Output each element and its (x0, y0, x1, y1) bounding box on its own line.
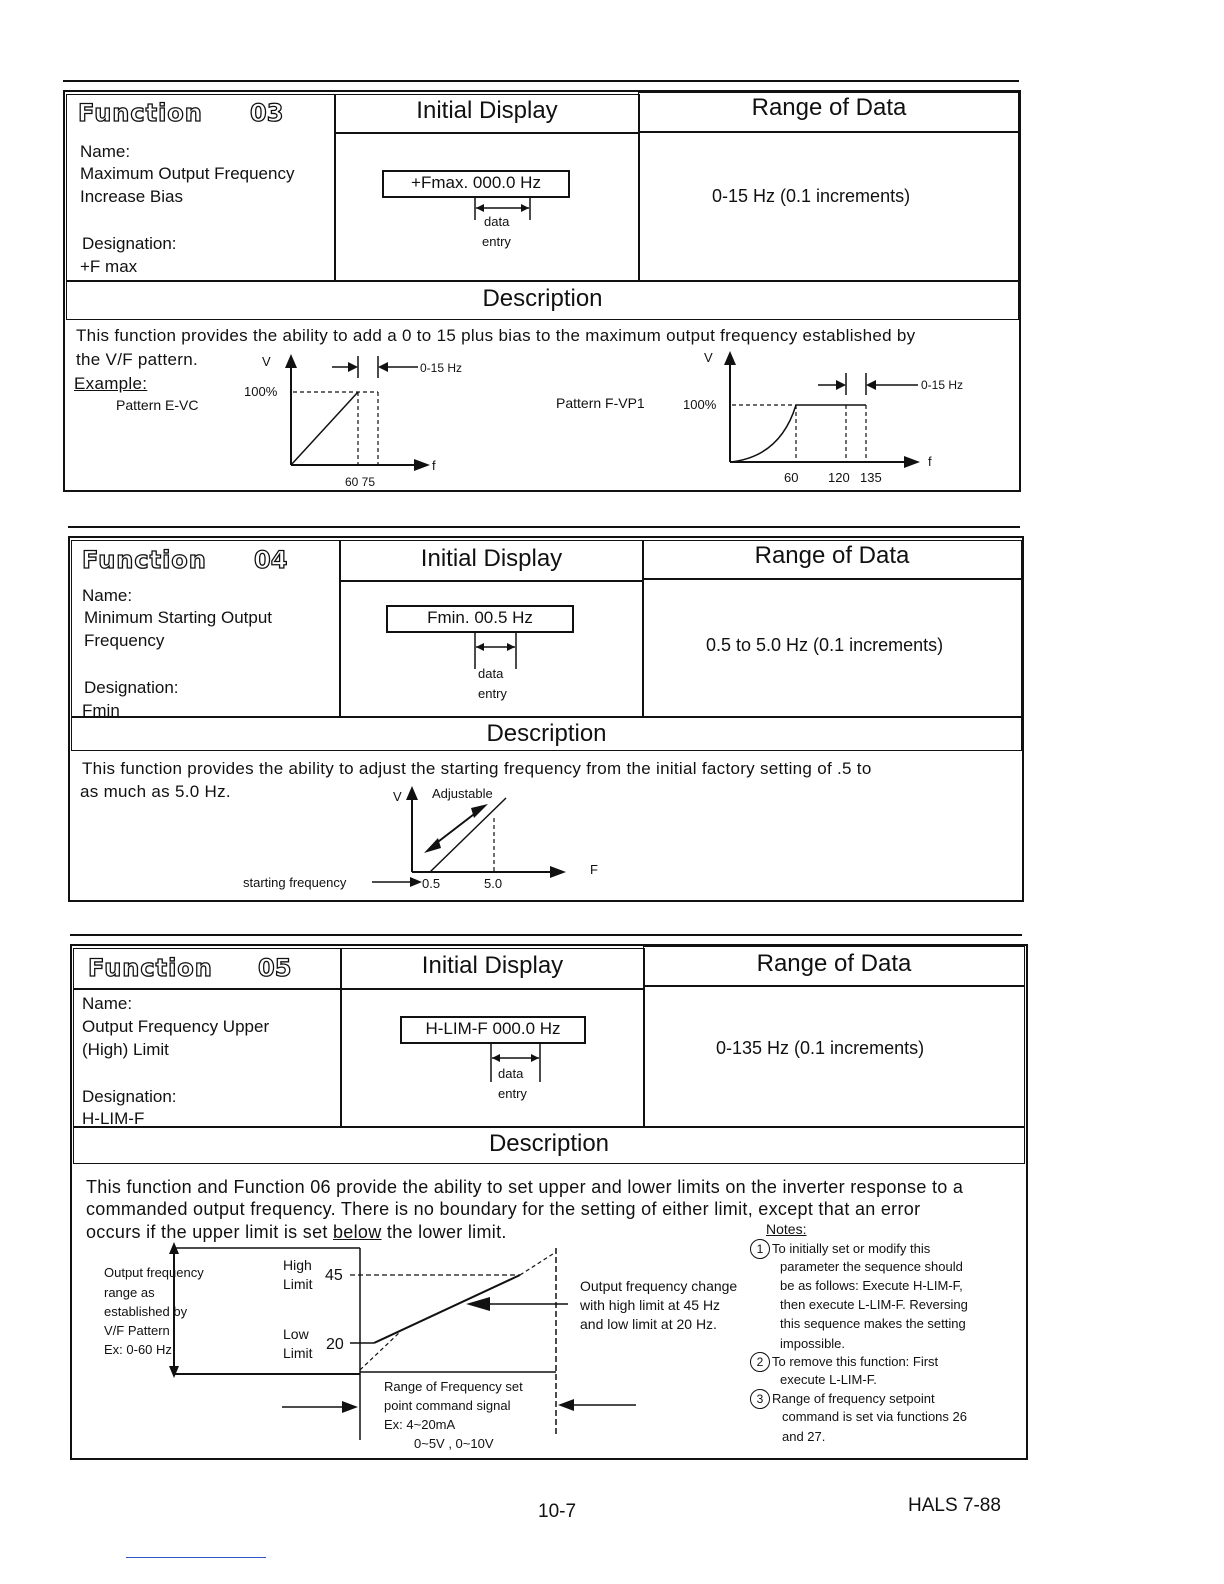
f05-note-2-line2: execute L-LIM-F. (780, 1372, 877, 1387)
f03-graph-evc-bias: 0-15 Hz (420, 361, 463, 375)
f04-name-label: Name: (82, 586, 133, 605)
f05-bottom-line4: 0~5V , 0~10V (414, 1436, 494, 1451)
f05-range-divider (643, 985, 1025, 987)
f05-left-line2: range as (104, 1285, 155, 1300)
f04-graph-adjustable: Adjustable (432, 786, 493, 801)
f03-graph-evc-f: f (432, 458, 436, 473)
f04-range-value: 0.5 to 5.0 Hz (0.1 increments) (706, 635, 944, 655)
f05-note-3-line2: command is set via functions 26 (782, 1409, 967, 1424)
f03-description-header: Description (482, 285, 603, 312)
f03-pattern-evc-label: Pattern E-VC (116, 397, 199, 413)
f03-range-header: Range of Data (751, 94, 907, 121)
f04-function-number: 04 (254, 546, 288, 574)
f05-bottom-line2: point command signal (384, 1398, 511, 1413)
f05-range-header: Range of Data (756, 950, 912, 977)
f05-function-number: 05 (258, 954, 292, 982)
f05-left-line3: established by (104, 1304, 188, 1319)
f04-graph-v: V (393, 789, 402, 804)
f04-graph-f: F (590, 862, 598, 877)
f03-function-number: 03 (250, 99, 284, 127)
f05-note-1-line5: this sequence makes the setting (780, 1316, 966, 1331)
panel05-top-rule (70, 934, 1022, 936)
f05-note-1-number: 1 (750, 1239, 770, 1259)
f03-graph-fvp1-bias: 0-15 Hz (921, 378, 964, 392)
f03-entry-label: entry (482, 234, 511, 249)
f05-entry-label: entry (498, 1086, 527, 1101)
f05-note-2-text: To remove this function: First (772, 1354, 939, 1369)
f05-center-line3: and low limit at 20 Hz. (580, 1316, 717, 1332)
f04-name-line1: Minimum Starting Output (84, 608, 273, 627)
f04-starting-arrow (370, 876, 430, 888)
f05-note-1-line1 (750, 1239, 930, 1259)
f05-range-value: 0-135 Hz (0.1 increments) (716, 1038, 925, 1058)
f05-low-line1: Low (283, 1326, 309, 1342)
page-number: 10-7 (538, 1501, 577, 1522)
f03-graph-fvp1 (680, 345, 970, 485)
f05-data-label: data (498, 1066, 524, 1081)
f05-header-divider (340, 988, 645, 990)
f04-tick-05: 0.5 (422, 876, 441, 891)
f04-description-header: Description (486, 720, 607, 747)
f03-graph-fvp1-f: f (928, 454, 932, 469)
f03-name-line1: Maximum Output Frequency (80, 164, 295, 183)
f03-graph-fvp1-100: 100% (683, 397, 717, 412)
f05-center-line1: Output frequency change (580, 1278, 738, 1294)
f05-designation-value: H-LIM-F (82, 1109, 145, 1128)
f05-name-label: Name: (82, 994, 133, 1013)
f05-display-readout: H-LIM-F 000.0 Hz (400, 1016, 586, 1044)
f03-name-line2: Increase Bias (80, 187, 183, 206)
f03-pattern-fvp1-label: Pattern F-VP1 (556, 395, 645, 411)
f04-initial-display-header: Initial Display (420, 545, 563, 572)
f03-range-divider (638, 131, 1019, 133)
f05-note-2-number: 2 (750, 1352, 770, 1372)
f03-initial-display-header: Initial Display (416, 97, 558, 124)
f05-note-1-line3: be as follows: Execute H-LIM-F, (780, 1278, 963, 1293)
f05-high-line1: High (283, 1257, 312, 1273)
f05-desc-line1: This function and Function 06 provide the ability to set upper and lower limits on the inverter response to a (86, 1177, 964, 1197)
f05-high-value: 45 (325, 1267, 343, 1284)
f04-starting-frequency: starting frequency (243, 875, 347, 890)
f05-note-1-line2: parameter the sequence should (780, 1259, 963, 1274)
f05-note-1-line6: impossible. (780, 1336, 846, 1351)
f03-example-label: Example: (74, 374, 148, 393)
footer-rule (126, 1557, 266, 1558)
f03-graph-evc-v: V (262, 354, 271, 369)
f04-data-label: data (478, 666, 504, 681)
f03-graph-fvp1-v: V (704, 350, 713, 365)
f05-bottom-line3: Ex: 4~20mA (384, 1417, 456, 1432)
f05-center-line2: with high limit at 45 Hz (580, 1297, 721, 1313)
f03-graph-fvp1-tick-120: 120 (828, 470, 850, 485)
f04-designation-value: Fmin (82, 701, 120, 720)
f04-display-readout: Fmin. 00.5 Hz (386, 605, 574, 633)
f05-note-3-line3: and 27. (782, 1429, 826, 1444)
f05-high-line2: Limit (283, 1276, 313, 1292)
f05-function-word: Function (88, 954, 213, 982)
f05-desc-line3-c: the lower limit. (386, 1222, 507, 1242)
f04-function-word: Function (82, 546, 207, 574)
f05-description-header: Description (488, 1130, 610, 1157)
f03-desc-line2: the V/F pattern. (76, 350, 198, 369)
f05-desc-line3-b: below (333, 1222, 382, 1242)
f05-left-line5: Ex: 0-60 Hz (104, 1342, 172, 1357)
f03-graph-evc-100: 100% (244, 384, 278, 399)
f05-note-2-line1 (750, 1352, 938, 1372)
f03-graph-fvp1-tick-135: 135 (860, 470, 882, 485)
f04-desc-line2: as much as 5.0 Hz. (80, 782, 231, 801)
f05-name-line2: (High) Limit (82, 1040, 169, 1059)
f03-data-label: data (484, 214, 510, 229)
f05-left-line4: V/F Pattern (104, 1323, 170, 1338)
panel04-top-rule (68, 526, 1020, 528)
f04-entry-label: entry (478, 686, 507, 701)
document-code: HALS 7-88 (908, 1495, 1001, 1516)
f05-name-line1: Output Frequency Upper (82, 1017, 270, 1036)
f03-display-readout: +Fmax. 000.0 Hz (382, 170, 570, 198)
f03-graph-fvp1-tick-60: 60 (784, 470, 799, 485)
f03-designation-label: Designation: (82, 234, 177, 253)
f05-desc-line2: commanded output frequency. There is no boundary for the setting of either limit, except that an error (86, 1199, 921, 1219)
f04-designation-label: Designation: (84, 678, 179, 697)
f04-name-line2: Frequency (84, 631, 165, 650)
f03-function-word: Function (78, 99, 203, 127)
f05-notes-title: Notes: (766, 1221, 807, 1237)
f05-note-1-line4: then execute L-LIM-F. Reversing (780, 1297, 968, 1312)
f04-range-header: Range of Data (754, 542, 910, 569)
f05-bottom-line1: Range of Frequency set (384, 1379, 523, 1394)
f05-low-line2: Limit (283, 1345, 313, 1361)
f05-initial-display-header: Initial Display (421, 952, 564, 979)
f04-tick-50: 5.0 (484, 876, 503, 891)
f03-name-label: Name: (80, 142, 131, 161)
f05-designation-label: Designation: (82, 1087, 177, 1106)
f03-desc-line1: This function provides the ability to add a 0 to 15 plus bias to the maximum output frequency established by (76, 326, 916, 345)
f04-header-divider (339, 580, 644, 582)
f05-note-3-number: 3 (750, 1389, 770, 1409)
f05-note-3-text: Range of frequency setpoint (772, 1391, 935, 1406)
f05-note-1-text: To initially set or modify this (772, 1241, 931, 1256)
f05-desc-line3-a: occurs if the upper limit is set (86, 1222, 328, 1242)
panel03-top-rule (63, 80, 1019, 82)
f05-left-line1: Output frequency (104, 1265, 204, 1280)
f04-desc-line1: This function provides the ability to adjust the starting frequency from the initial factory setting of .5 to (82, 759, 872, 778)
f05-name-divider (73, 988, 342, 990)
f03-designation-value: +F max (80, 257, 138, 276)
f03-header-divider (334, 132, 640, 134)
f03-range-value: 0-15 Hz (0.1 increments) (712, 186, 911, 206)
f05-graph (160, 1240, 580, 1460)
f05-low-value: 20 (326, 1336, 344, 1353)
f04-range-divider (642, 578, 1022, 580)
f03-graph-evc-ticks: 60 75 (345, 475, 376, 489)
f05-note-3-line1 (750, 1389, 935, 1409)
